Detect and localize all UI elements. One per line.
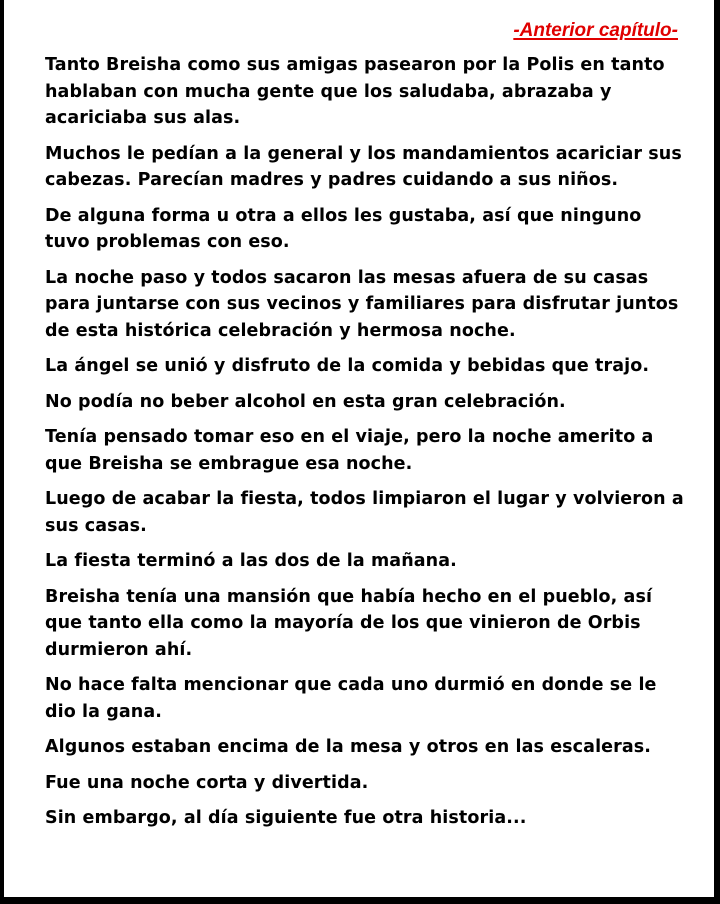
document-page [4, 0, 714, 897]
paragraph: No podía no beber alcohol en esta gran celebración. [45, 391, 566, 412]
paragraph: Sin embargo, al día siguiente fue otra historia... [45, 808, 527, 828]
paragraph: Luego de acabar la fiesta, todos limpiaron el lugar y volvieron a sus casas. [45, 489, 684, 536]
chapter-body [45, 52, 685, 841]
paragraph: No hace falta mencionar que cada uno durmió en donde se le dio la gana. [45, 675, 657, 722]
paragraph: La ángel se unió y disfruto de la comida y bebidas que trajo. [45, 356, 650, 376]
paragraph: Tenía pensado tomar eso en el viaje, pero la noche amerito a que Breisha se embrague esa noche. [45, 427, 654, 474]
paragraph: Algunos estaban encima de la mesa y otros en las escaleras. [45, 737, 652, 757]
paragraph: Fue una noche corta y divertida. [45, 772, 369, 793]
paragraph: Breisha tenía una mansión que había hecho en el pueblo, así que tanto ella como la mayoría de los que vinieron de Orbis durmieron ahí. [45, 586, 653, 660]
paragraph: La noche paso y todos sacaron las mesas afuera de su casas para juntarse con sus vecinos y familiares para disfrutar juntos de esta histórica celebración y hermosa noche. [45, 267, 679, 341]
paragraph: Tanto Breisha como sus amigas pasearon por la Polis en tanto hablaban con mucha gente que los saludaba, abrazaba y acariciaba sus alas. [45, 55, 665, 128]
paragraph: De alguna forma u otra a ellos les gustaba, así que ninguno tuvo problemas con eso. [45, 205, 642, 252]
paragraph: Muchos le pedían a la general y los mandamientos acariciar sus cabezas. Parecían madres y padres cuidando a sus niños. [45, 143, 682, 190]
previous-chapter-link[interactable]: -Anterior capítulo- [513, 20, 678, 41]
paragraph: La fiesta terminó a las dos de la mañana. [45, 551, 457, 571]
